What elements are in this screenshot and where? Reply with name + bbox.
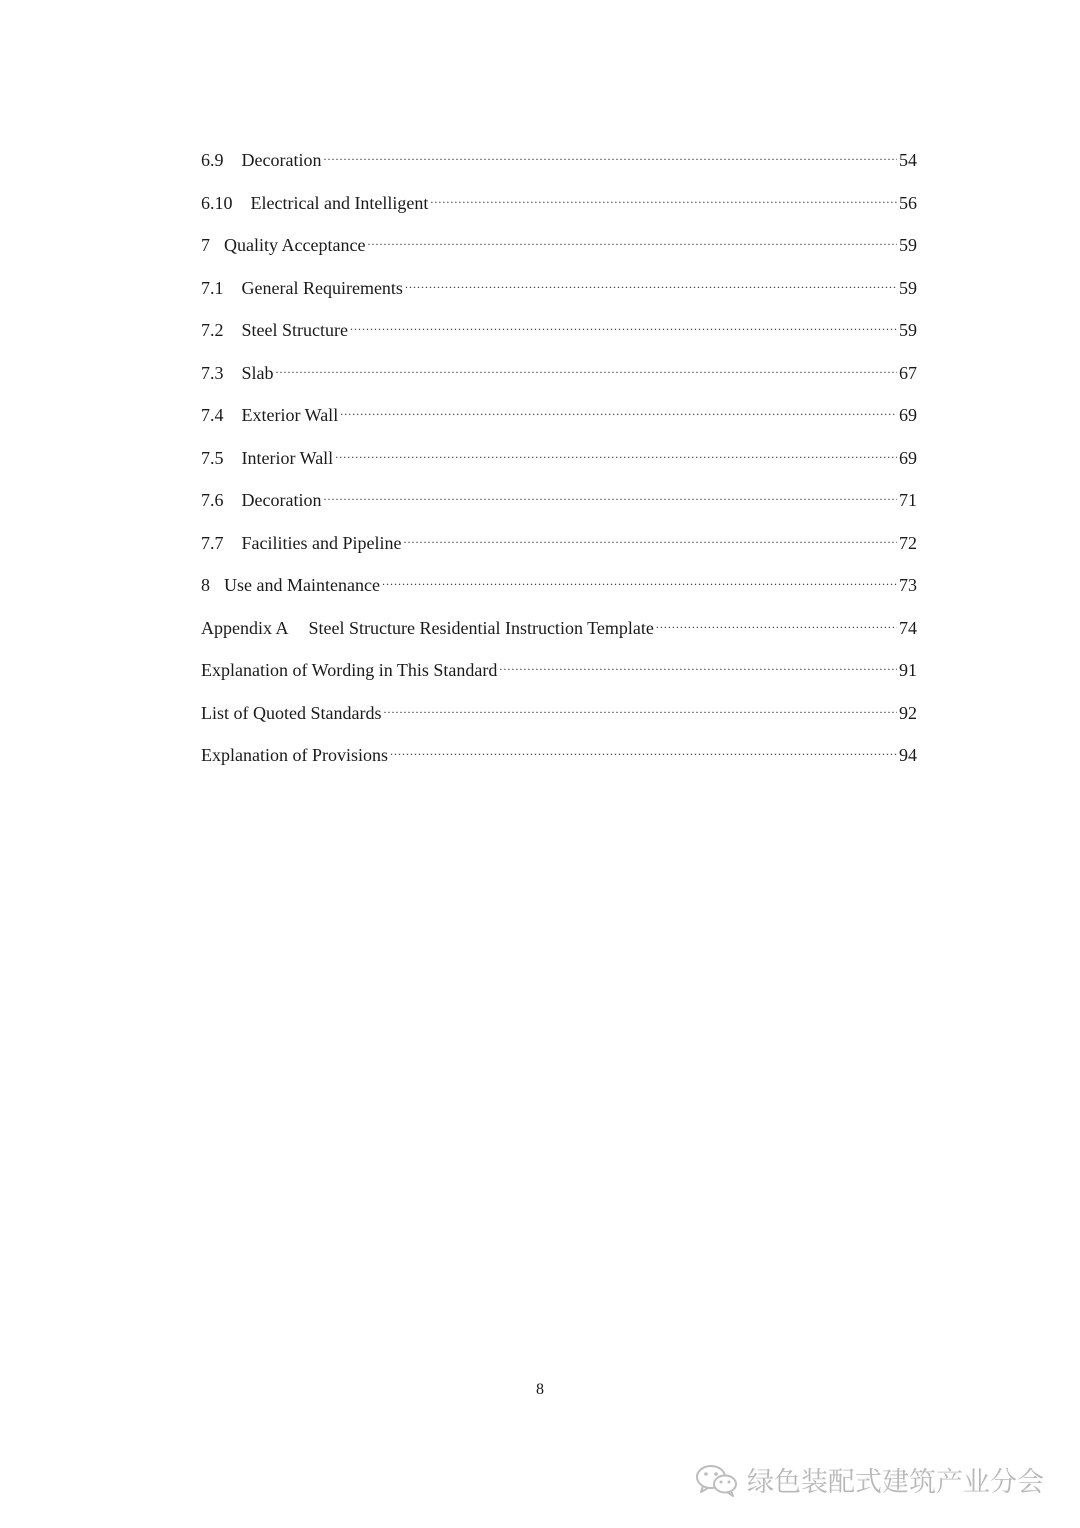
toc-entry-number: 7.5	[201, 447, 224, 468]
toc-entry-title: Quality Acceptance	[224, 235, 366, 255]
toc-leader-dots	[335, 436, 897, 464]
toc-entry-page: 59	[899, 235, 917, 255]
toc-entry-number: 8	[201, 575, 210, 595]
watermark-text: 绿色装配式建筑产业分会	[747, 1467, 1044, 1498]
toc-leader-dots	[383, 691, 897, 719]
toc-entry-page: 74	[899, 617, 917, 638]
toc-leader-dots	[323, 478, 897, 506]
toc-entry[interactable]	[201, 223, 917, 266]
table-of-contents	[201, 138, 917, 776]
toc-entry-title: Exterior Wall	[241, 405, 339, 425]
toc-entry-number: 7.7	[201, 532, 224, 553]
toc-entry[interactable]	[201, 648, 917, 691]
toc-entry-title: Use and Maintenance	[224, 575, 380, 595]
toc-entry-page: 91	[899, 660, 917, 680]
page-number: 8	[536, 1381, 544, 1398]
toc-leader-dots	[367, 223, 897, 251]
toc-entry[interactable]	[201, 436, 917, 479]
toc-entry[interactable]	[201, 521, 917, 564]
toc-entry-number: 7.4	[201, 405, 224, 425]
toc-entry-page: 59	[899, 320, 917, 340]
toc-entry[interactable]	[201, 733, 917, 776]
toc-entry-page: 69	[899, 405, 917, 425]
toc-entry-title: Steel Structure Residential Instruction Template	[308, 617, 654, 638]
toc-entry[interactable]	[201, 138, 917, 181]
toc-leader-dots	[405, 266, 897, 294]
toc-entry[interactable]	[201, 266, 917, 309]
toc-leader-dots	[499, 648, 897, 676]
toc-entry[interactable]	[201, 181, 917, 224]
toc-entry[interactable]	[201, 308, 917, 351]
toc-entry-number: 7	[201, 235, 210, 255]
toc-entry-title: General Requirements	[241, 277, 403, 298]
toc-entry-title: Steel Structure	[241, 320, 348, 340]
toc-entry[interactable]	[201, 691, 917, 734]
toc-entry-title: Decoration	[241, 490, 322, 510]
toc-entry-number: 7.3	[201, 362, 224, 383]
toc-leader-dots	[323, 138, 897, 166]
toc-entry-page: 72	[899, 532, 917, 553]
toc-entry[interactable]	[201, 351, 917, 394]
toc-entry[interactable]	[201, 393, 917, 436]
toc-leader-dots	[382, 563, 897, 591]
toc-entry-number: 7.6	[201, 490, 224, 510]
toc-entry[interactable]	[201, 606, 917, 649]
toc-leader-dots	[276, 351, 897, 379]
toc-entry-page: 69	[899, 447, 917, 468]
toc-entry-number: 7.1	[201, 277, 224, 298]
wechat-icon	[695, 1463, 739, 1497]
toc-entry-page: 67	[899, 362, 917, 383]
toc-entry-page: 73	[899, 575, 917, 595]
toc-entry-number: 6.10	[201, 192, 233, 213]
toc-leader-dots	[340, 393, 897, 421]
toc-entry[interactable]	[201, 563, 917, 606]
toc-entry-page: 56	[899, 192, 917, 213]
toc-entry-title: Interior Wall	[241, 447, 334, 468]
toc-entry-title: Electrical and Intelligent	[250, 192, 429, 213]
toc-entry-title: Explanation of Wording in This Standard	[201, 660, 498, 680]
toc-leader-dots	[390, 733, 897, 761]
toc-entry-title: Explanation of Provisions	[201, 745, 388, 765]
toc-entry-number: 7.2	[201, 320, 224, 340]
toc-entry[interactable]	[201, 478, 917, 521]
toc-leader-dots	[350, 308, 897, 336]
toc-entry-page: 54	[899, 150, 917, 170]
toc-leader-dots	[656, 606, 897, 634]
toc-entry-title: Decoration	[241, 150, 322, 170]
toc-entry-page: 94	[899, 745, 917, 765]
toc-entry-title: List of Quoted Standards	[201, 702, 382, 723]
toc-entry-page: 59	[899, 277, 917, 298]
toc-entry-page: 71	[899, 490, 917, 510]
toc-leader-dots	[403, 521, 897, 549]
toc-leader-dots	[430, 181, 897, 209]
watermark	[695, 1460, 1044, 1499]
toc-entry-title: Slab	[241, 362, 274, 383]
toc-entry-number: 6.9	[201, 150, 224, 170]
toc-entry-page: 92	[899, 702, 917, 723]
toc-entry-number: Appendix A	[201, 617, 289, 638]
toc-entry-title: Facilities and Pipeline	[241, 532, 402, 553]
